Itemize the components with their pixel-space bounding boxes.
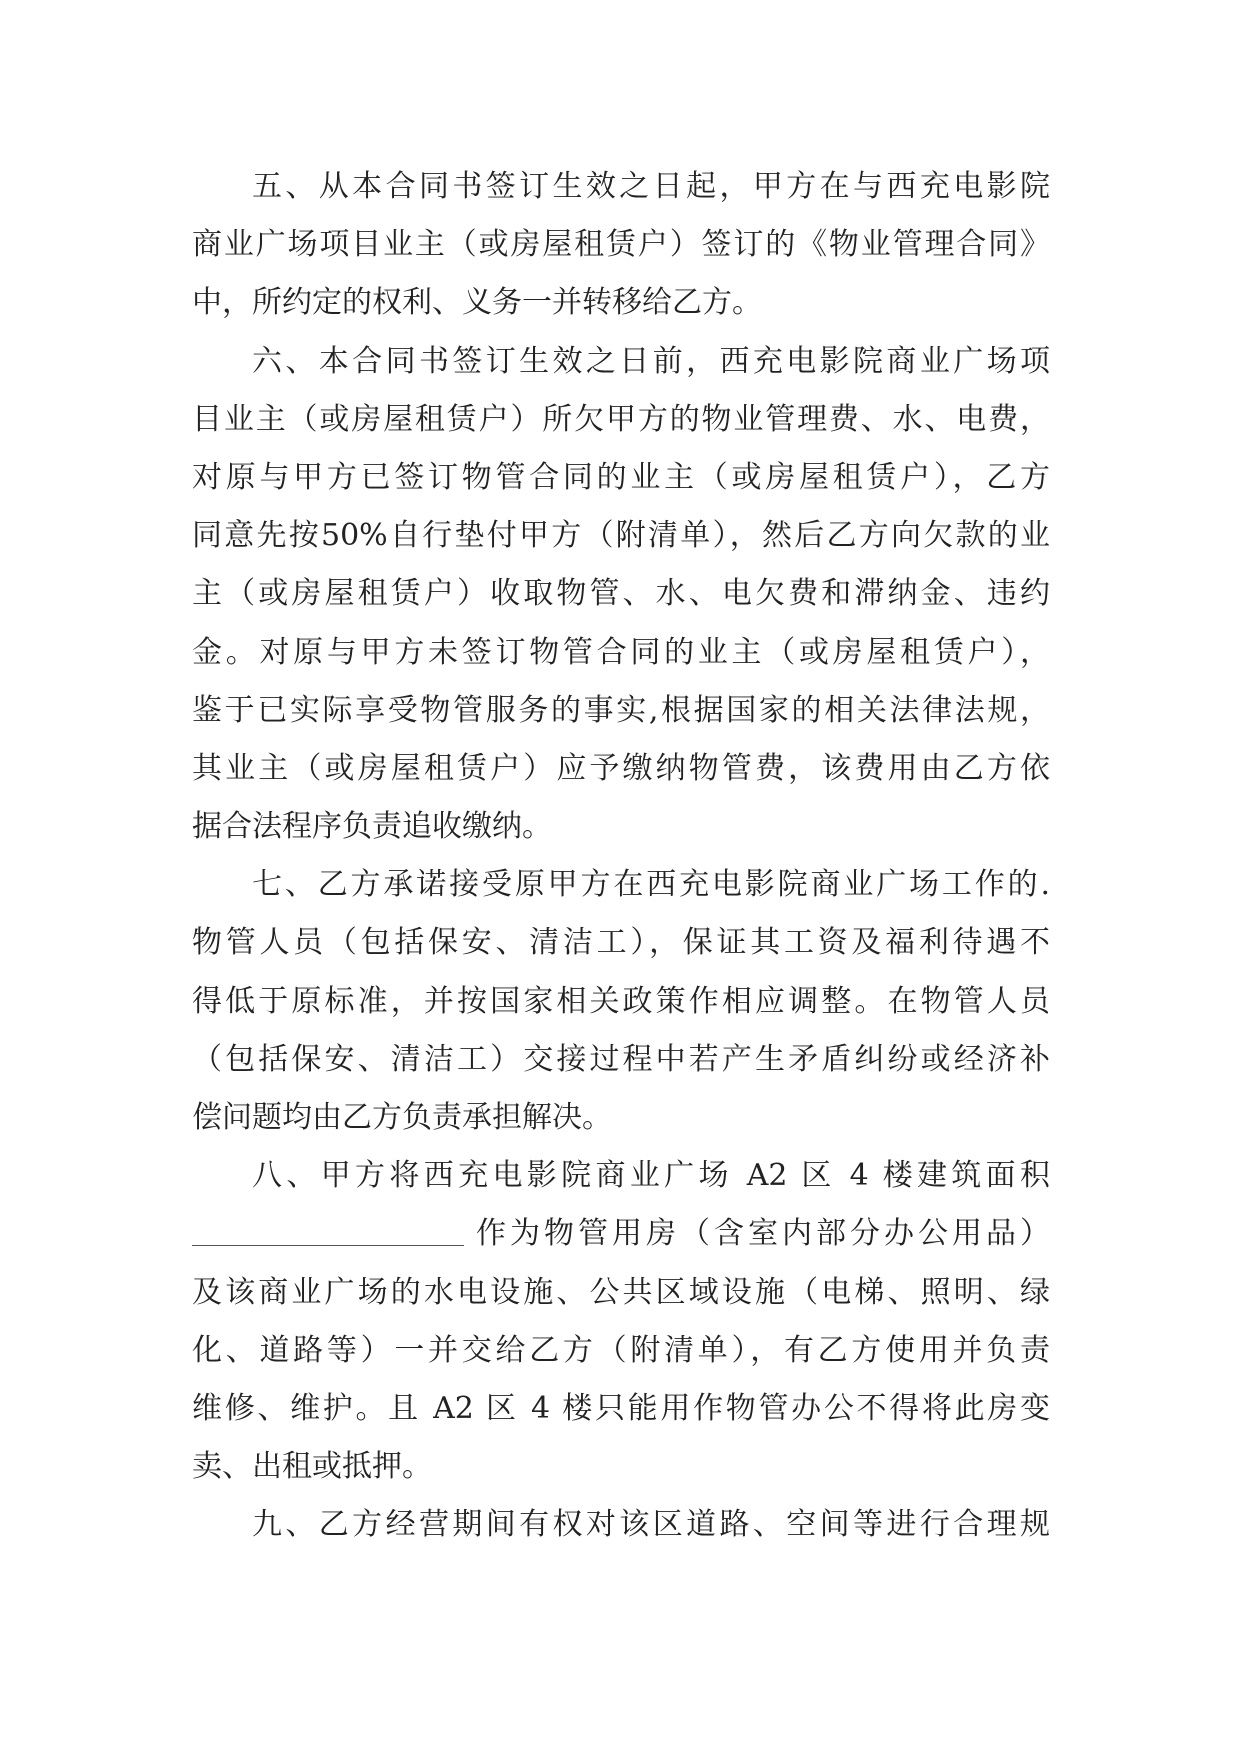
text-line: 鉴于已实际享受物管服务的事实,根据国家的相关法律法规， [192,692,1050,728]
text-line: 金。对原与甲方未签订物管合同的业主（或房屋租赁户）， [192,634,1050,670]
text-line: 化、道路等）一并交给乙方（附清单），有乙方使用并负责 [192,1332,1050,1368]
text-line: 偿问题均由乙方负责承担解决。 [192,1100,612,1135]
text-line: 目业主（或房屋租赁户）所欠甲方的物业管理费、水、电费， [192,401,1050,437]
fill-in-blank [192,1209,464,1246]
text-line-with-blank [192,1205,1050,1263]
clause-8 [192,1147,1050,1496]
text-line: 其业主（或房屋租赁户）应予缴纳物管费，该费用由乙方依 [192,750,1050,786]
text-line: 七、乙方承诺接受原甲方在西充电影院商业广场工作的. [252,867,1050,903]
clause-7 [192,856,1050,1147]
text-line: 五、从本合同书签订生效之日起，甲方在与西充电影院 [252,169,1050,204]
contract-body [192,158,1050,1555]
text-line: 及该商业广场的水电设施、公共区域设施（电梯、照明、绿 [192,1274,1050,1310]
text-line: 同意先按50%自行垫付甲方（附清单），然后乙方向欠款的业 [192,518,1050,554]
clause-9 [192,1496,1050,1554]
text-line: 维修、维护。且 A2 区 4 楼只能用作物管办公不得将此房变 [192,1390,1050,1426]
text-segment: 作为物管用房（含室内部分办公用品） [472,1216,1050,1252]
clause-5 [192,158,1050,333]
text-line: 物管人员（包括保安、清洁工），保证其工资及福利待遇不 [192,925,1050,961]
text-line: 对原与甲方已签订物管合同的业主（或房屋租赁户），乙方 [192,459,1050,495]
text-line: 得低于原标准，并按国家相关政策作相应调整。在物管人员 [192,983,1050,1019]
text-line: 中，所约定的权利、义务一并转移给乙方。 [192,285,762,321]
clause-6 [192,333,1050,857]
text-line: （包括保安、清洁工）交接过程中若产生矛盾纠纷或经济补 [192,1041,1050,1077]
text-line: 八、甲方将西充电影院商业广场 A2 区 4 楼建筑面积 [252,1158,1050,1194]
text-line: 商业广场项目业主（或房屋租赁户）签订的《物业管理合同》 [192,227,1050,263]
text-line: 卖、出租或抵押。 [192,1449,432,1485]
text-line: 据合法程序负责追收缴纳。 [192,809,552,845]
text-line: 六、本合同书签订生效之日前，西充电影院商业广场项 [252,343,1050,379]
text-line: 九、乙方经营期间有权对该区道路、空间等进行合理规 [252,1507,1050,1543]
text-line: 主（或房屋租赁户）收取物管、水、电欠费和滞纳金、违约 [192,576,1050,612]
